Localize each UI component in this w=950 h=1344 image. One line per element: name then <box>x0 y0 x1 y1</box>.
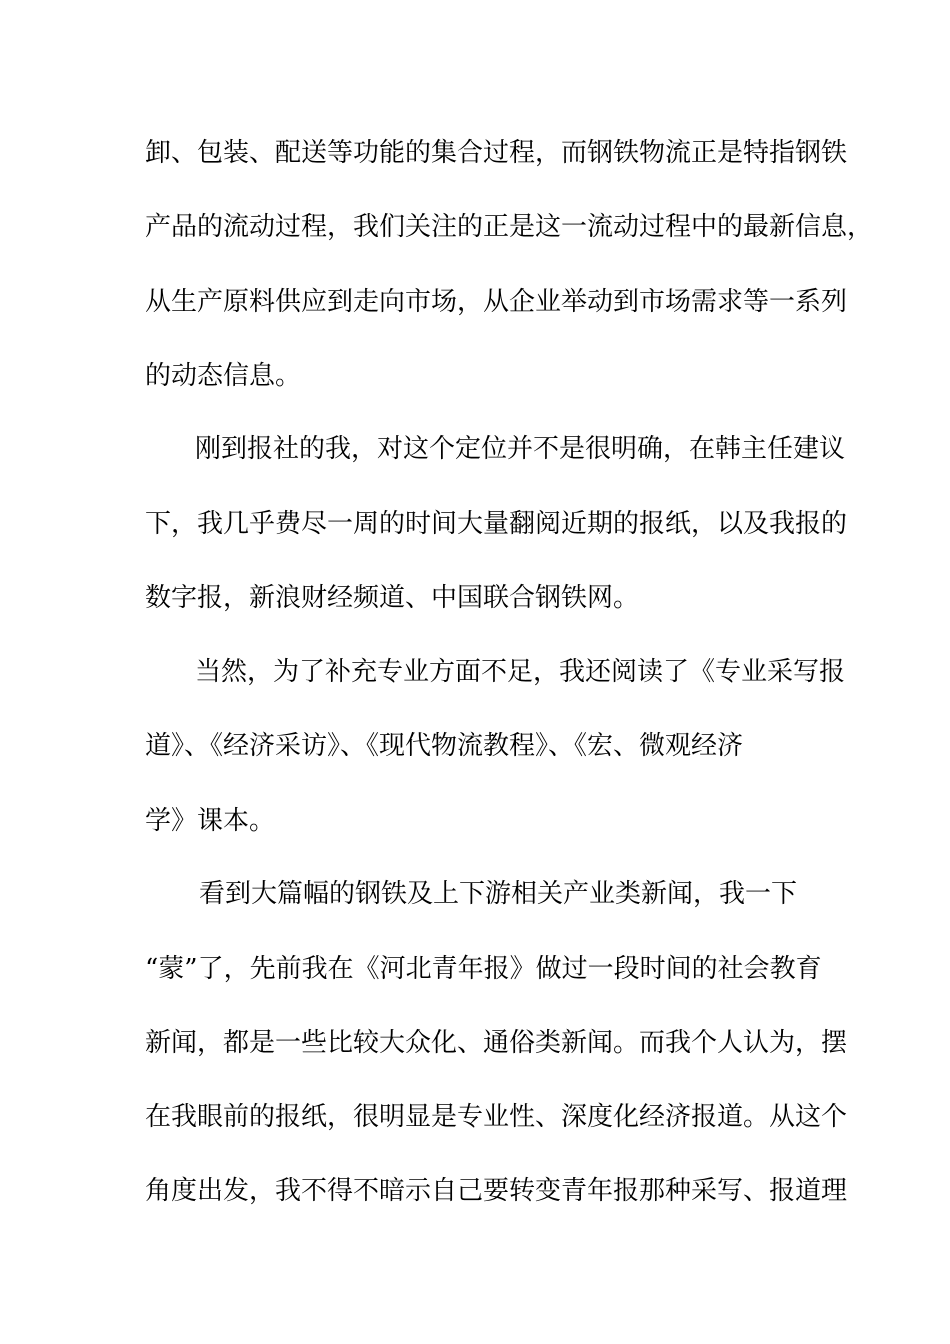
text-line: 产品的流动过程，我们关注的正是这一流动过程中的最新信息， <box>145 212 874 242</box>
text-line: 刚到报社的我，对这个定位并不是很明确，在韩主任建议 <box>195 434 846 464</box>
text-line: 下，我几乎费尽一周的时间大量翻阅近期的报纸，以及我报的 <box>145 509 848 539</box>
text-line: 的动态信息。 <box>145 361 302 391</box>
text-line: 角度出发，我不得不暗示自己要转变青年报那种采写、报道理 <box>145 1176 848 1206</box>
text-line: 新闻，都是一些比较大众化、通俗类新闻。而我个人认为，摆 <box>145 1028 848 1058</box>
text-line: 当然，为了补充专业方面不足，我还阅读了《专业采写报 <box>195 657 846 687</box>
text-line: 在我眼前的报纸，很明显是专业性、深度化经济报道。从这个 <box>145 1102 848 1132</box>
text-line: “蒙”了，先前我在《河北青年报》做过一段时间的社会教育 <box>145 954 822 984</box>
text-line: 数字报，新浪财经频道、中国联合钢铁网。 <box>145 583 640 613</box>
text-line: 道》、《经济采访》、《现代物流教程》、《宏、微观经济 <box>145 731 744 761</box>
text-line: 从生产原料供应到走向市场，从企业举动到市场需求等一系列 <box>145 287 848 317</box>
text-line: 卸、包装、配送等功能的集合过程，而钢铁物流正是特指钢铁 <box>145 138 848 168</box>
text-line: 学》课本。 <box>145 806 276 836</box>
text-line: 看到大篇幅的钢铁及上下游相关产业类新闻，我一下 <box>199 879 798 909</box>
